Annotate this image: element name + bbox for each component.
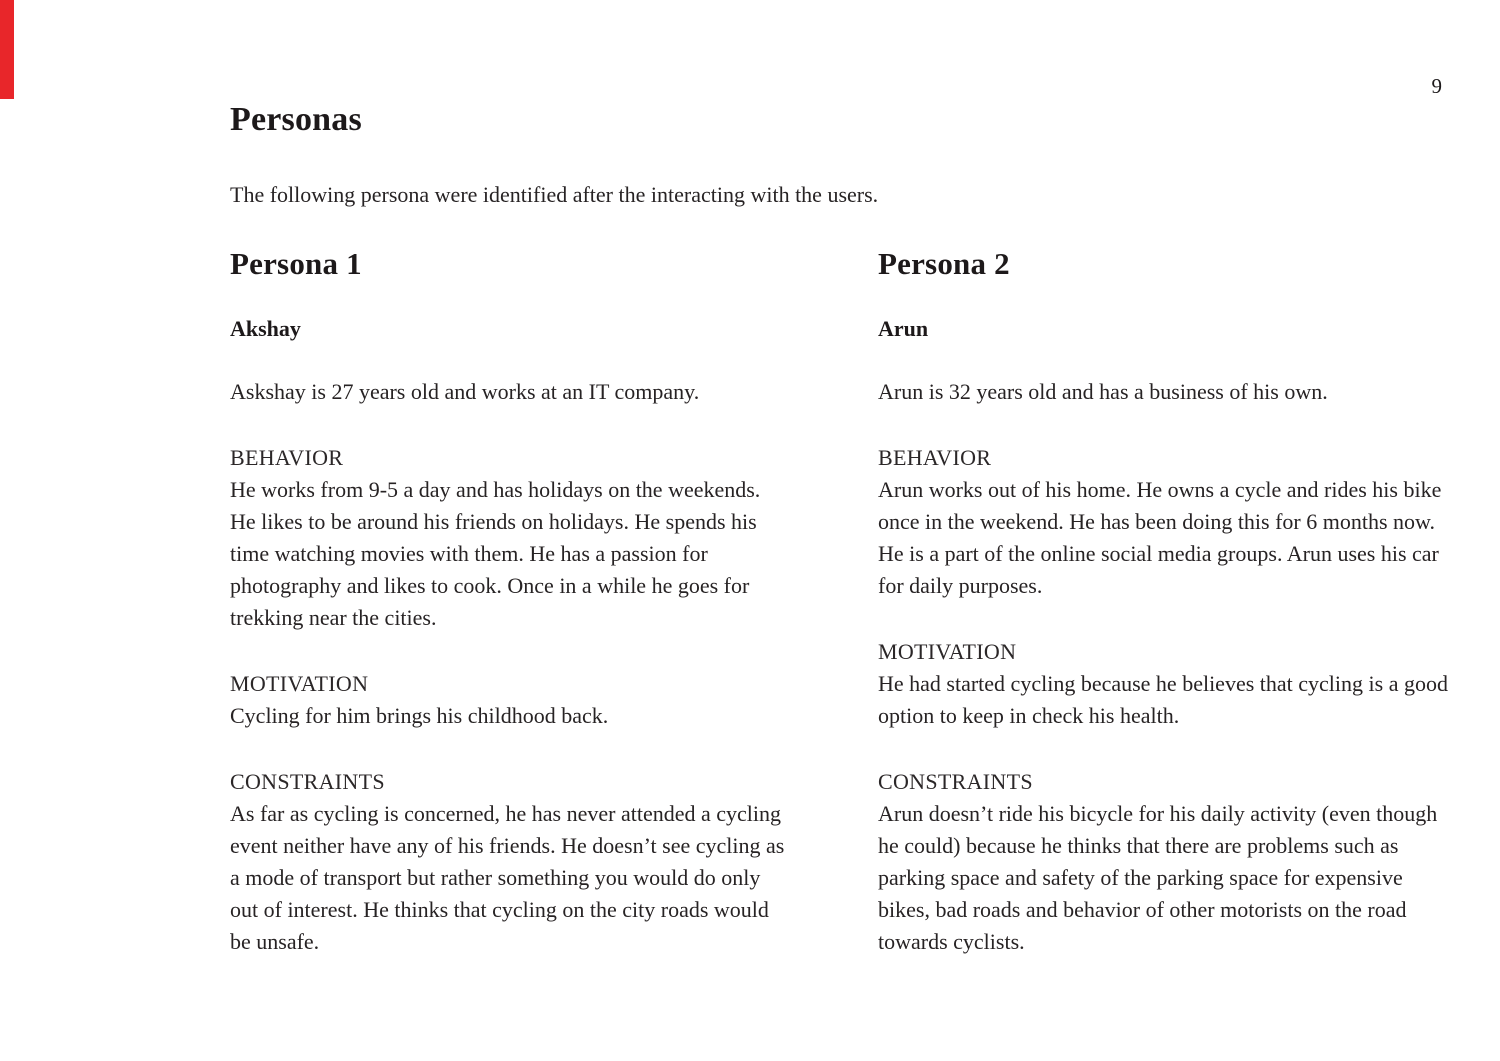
persona-1-motivation-section: [230, 668, 790, 732]
persona-columns: [230, 247, 1450, 958]
persona-2-behavior-section: [878, 442, 1450, 602]
behavior-text: Arun works out of his home. He owns a cycle and rides his bike once in the weekend. He has been doing this for 6 months now. He is a part of the online social media groups. Arun uses his car for daily purposes.: [878, 477, 1442, 598]
persona-1-summary: Askshay is 27 years old and works at an IT company.: [230, 379, 700, 404]
page-number: 9: [1431, 74, 1442, 98]
persona-2-column: [878, 247, 1450, 958]
constraints-text: Arun doesn’t ride his bicycle for his daily activity (even though he could) because he thinks that there are problems such as parking space and safety of the parking space for expensive bikes, bad roads and behavior of other motorists on the road towards cyclists.: [878, 801, 1438, 954]
page-content: [230, 0, 1450, 958]
persona-1-name: Akshay: [230, 316, 301, 341]
behavior-label: BEHAVIOR: [878, 445, 992, 470]
persona-1-behavior-section: [230, 442, 790, 634]
bookmark-ribbon: [0, 0, 14, 99]
constraints-label: CONSTRAINTS: [230, 769, 385, 794]
persona-2-heading: Persona 2: [878, 246, 1010, 281]
persona-1-heading: Persona 1: [230, 246, 362, 281]
persona-2-motivation-section: [878, 636, 1450, 732]
persona-1-constraints-section: [230, 766, 790, 958]
motivation-label: MOTIVATION: [230, 671, 369, 696]
persona-2-constraints-section: [878, 766, 1450, 958]
intro-text: The following persona were identified after the interacting with the users.: [230, 182, 879, 207]
motivation-text: Cycling for him brings his childhood back.: [230, 703, 609, 728]
motivation-label: MOTIVATION: [878, 639, 1017, 664]
page-title: Personas: [230, 101, 362, 138]
persona-1-column: [230, 247, 790, 958]
behavior-text: He works from 9-5 a day and has holidays on the weekends. He likes to be around his friends on holidays. He spends his time watching movies with them. He has a passion for photography and likes to cook. Once in a while he goes for trekking near the cities.: [230, 477, 761, 630]
constraints-text: As far as cycling is concerned, he has never attended a cycling event neither have any of his friends. He doesn’t see cycling as a mode of transport but rather something you would do only out of interest. He thinks that cycling on the city roads would be unsafe.: [230, 801, 785, 954]
persona-2-name: Arun: [878, 316, 929, 341]
motivation-text: He had started cycling because he believes that cycling is a good option to keep in check his health.: [878, 671, 1448, 728]
constraints-label: CONSTRAINTS: [878, 769, 1033, 794]
persona-2-summary: Arun is 32 years old and has a business of his own.: [878, 379, 1328, 404]
behavior-label: BEHAVIOR: [230, 445, 344, 470]
